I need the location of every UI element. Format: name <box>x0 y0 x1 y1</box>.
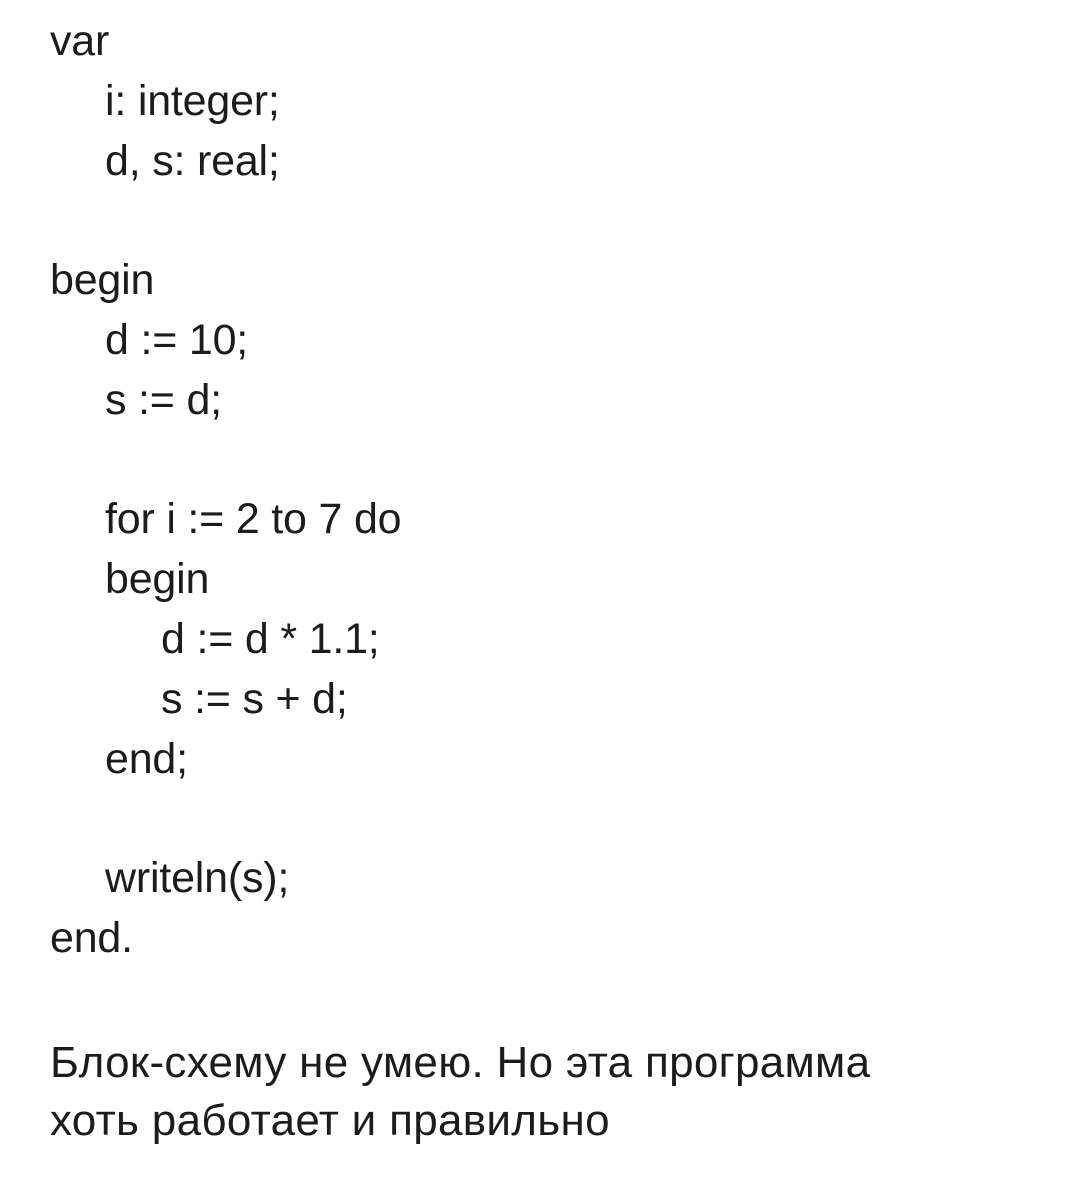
code-line-assign-d: d := 10; <box>105 315 249 364</box>
code-line-for: for i := 2 to 7 do <box>105 495 402 544</box>
code-block <box>50 12 401 969</box>
note-line-1: Блок-схему не умею. Но эта программа <box>50 1038 871 1087</box>
code-line-writeln: writeln(s); <box>105 854 290 903</box>
code-line-decl-i: i: integer; <box>105 76 280 125</box>
code-line-decl-ds: d, s: real; <box>105 136 280 185</box>
code-line-blank <box>50 191 401 251</box>
code-line-loop-s: s := s + d; <box>161 674 348 723</box>
code-line-var: var <box>50 17 110 65</box>
note-text <box>50 1034 1060 1150</box>
code-line-end: end. <box>50 913 133 962</box>
code-line-blank <box>50 789 401 849</box>
code-line-begin: begin <box>50 256 155 305</box>
code-line-loop-d: d := d * 1.1; <box>161 614 380 663</box>
note-line-2: хоть работает и правильно <box>50 1096 610 1145</box>
code-line-blank <box>50 431 401 491</box>
code-line-assign-s: s := d; <box>105 375 222 424</box>
code-line-loop-begin: begin <box>105 555 210 604</box>
code-line-loop-end: end; <box>105 734 188 783</box>
